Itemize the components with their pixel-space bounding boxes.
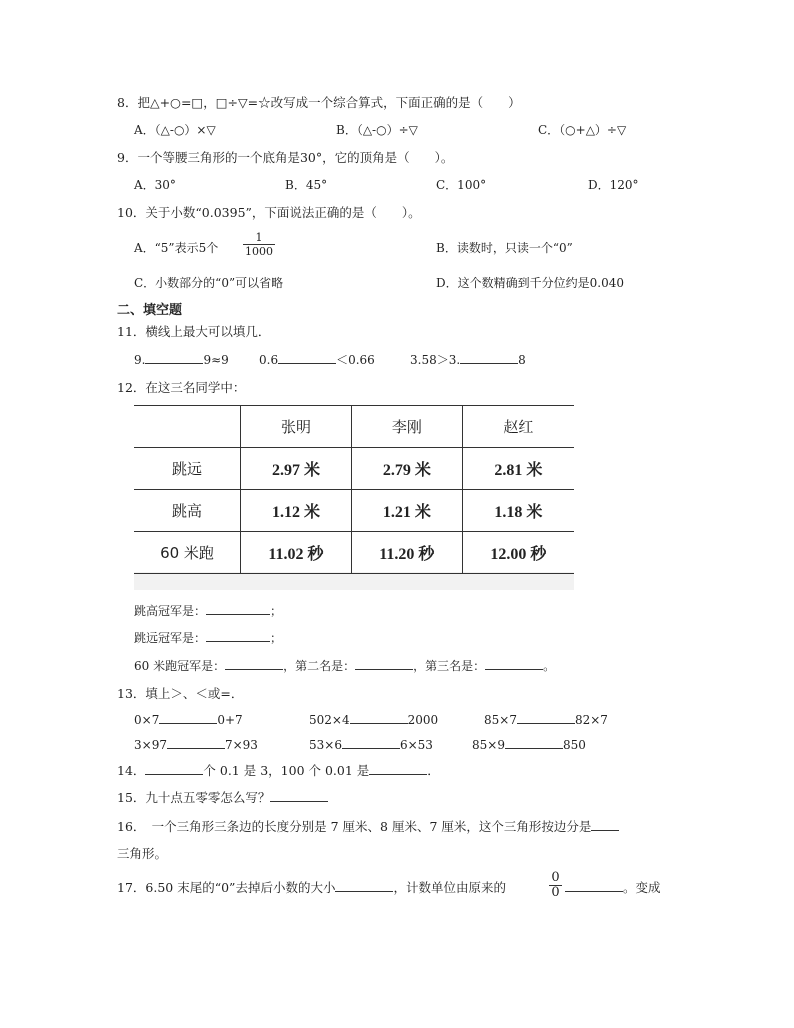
q11-part1 — [134, 352, 229, 368]
q13-right: 7×93 — [224, 738, 258, 752]
table-cell: 1.18 米 — [462, 490, 574, 532]
q13-blank[interactable] — [167, 737, 225, 749]
q13-item-5 — [309, 737, 433, 753]
q11-stem: 11．横线上最大可以填几． — [117, 324, 271, 339]
table-cell: 2.81 米 — [462, 448, 574, 490]
q10-fraction — [243, 231, 275, 258]
q8-option-c[interactable]: C．（○+△）÷▽ — [538, 123, 627, 137]
table-row — [134, 490, 574, 532]
q12-run-second-label: ，第二名是： — [283, 659, 356, 673]
q17-mid: ，计数单位由原来的 — [393, 880, 506, 895]
q12-period: 。 — [543, 659, 556, 673]
q14-end: ． — [427, 763, 440, 778]
q14-line — [117, 763, 440, 779]
q12-run-first-label: 60 米跑冠军是： — [134, 659, 226, 673]
q13-item-2 — [309, 712, 438, 728]
q12-long-jump-blank[interactable] — [206, 630, 270, 642]
table-cell: 11.02 秒 — [241, 532, 352, 574]
q16-blank[interactable] — [591, 819, 619, 831]
q14-blank-2[interactable] — [369, 763, 427, 775]
q14-blank-1[interactable] — [145, 763, 203, 775]
q17-blank-1[interactable] — [335, 880, 393, 892]
q13-right: 850 — [562, 738, 586, 752]
q13-left: 3×97 — [134, 738, 167, 752]
q11-part2-right: ＜0.66 — [336, 353, 375, 367]
q17-fraction — [549, 871, 562, 900]
row-label-high-jump: 跳高 — [134, 490, 241, 532]
score-table — [134, 405, 574, 574]
q13-left: 0×7 — [134, 713, 160, 727]
q8-option-b[interactable]: B．（△-○）÷▽ — [336, 123, 418, 137]
q9-option-a[interactable]: A．30° — [134, 178, 176, 192]
q17-end: 。变成 — [623, 880, 661, 895]
q13-right: 6×53 — [399, 738, 433, 752]
table-header-blank — [134, 406, 241, 448]
q13-left: 85×9 — [472, 738, 505, 752]
q17-fraction-denominator: 0 — [549, 885, 562, 900]
q10-option-a-text: A．“5”表示5个 — [134, 241, 219, 255]
q11-blank-3[interactable] — [460, 352, 518, 364]
q9-option-d[interactable]: D．120° — [588, 178, 639, 192]
q15-blank[interactable] — [270, 790, 328, 802]
q12-high-jump-line — [134, 603, 282, 619]
q11-part2 — [259, 352, 375, 368]
q13-blank[interactable] — [517, 712, 575, 724]
table-cell: 2.97 米 — [241, 448, 352, 490]
q12-run-line — [134, 658, 555, 674]
q16-line2: 三角形。 — [117, 846, 168, 861]
table-header-zhangming: 张明 — [241, 406, 352, 448]
q16-text: 16． 一个三角形三条边的长度分别是 7 厘米、8 厘米、7 厘米，这个三角形按边分是 — [117, 819, 592, 834]
q11-part3-right: 8 — [518, 353, 526, 367]
q11-part1-left: 9. — [134, 353, 146, 367]
q12-run-second-blank[interactable] — [355, 658, 413, 670]
q11-part3 — [410, 352, 526, 368]
q17-line — [117, 880, 506, 896]
table-row — [134, 448, 574, 490]
q12-stem: 12．在这三名同学中： — [117, 380, 246, 395]
q16-line1 — [117, 819, 619, 835]
q13-item-4 — [134, 737, 258, 753]
q10-fraction-numerator: 1 — [255, 231, 263, 244]
row-label-60m-run: 60 米跑 — [134, 532, 241, 574]
q13-left: 85×7 — [484, 713, 517, 727]
q15-text: 15．九十点五零零怎么写？ — [117, 790, 271, 805]
table-cell: 1.12 米 — [241, 490, 352, 532]
q11-blank-1[interactable] — [145, 352, 203, 364]
q13-blank[interactable] — [342, 737, 400, 749]
q12-run-third-blank[interactable] — [485, 658, 543, 670]
q9-option-c[interactable]: C．100° — [436, 178, 487, 192]
q14-number: 14． — [117, 763, 146, 778]
q12-long-jump-label: 跳远冠军是： — [134, 631, 207, 645]
table-header-row — [134, 406, 574, 448]
q12-run-third-label: ，第三名是： — [413, 659, 486, 673]
q13-left: 502×4 — [309, 713, 350, 727]
table-cell: 2.79 米 — [351, 448, 462, 490]
q10-stem: 10．关于小数“0.0395”，下面说法正确的是（ ）。 — [117, 205, 421, 220]
q13-right: 0+7 — [217, 713, 243, 727]
q10-option-d[interactable]: D．这个数精确到千分位约是0.040 — [436, 276, 624, 290]
q11-part3-left: 3.58＞3. — [410, 353, 461, 367]
q17-fraction-numerator: 0 — [551, 870, 560, 885]
q13-blank[interactable] — [159, 712, 217, 724]
q13-stem: 13．填上＞、＜或=． — [117, 686, 244, 701]
section-title: 二、填空题 — [117, 303, 183, 318]
q9-stem: 9．一个等腰三角形的一个底角是30°，它的顶角是（ ）。 — [117, 150, 454, 165]
q11-part2-left: 0.6 — [259, 353, 279, 367]
table-cell: 1.21 米 — [351, 490, 462, 532]
q13-item-3 — [484, 712, 608, 728]
q17-blank-2[interactable] — [565, 880, 623, 892]
row-label-long-jump: 跳远 — [134, 448, 241, 490]
q12-semicolon-1: ； — [270, 604, 283, 618]
q12-semicolon-2: ； — [270, 631, 283, 645]
q10-option-b[interactable]: B．读数时，只读一个“0” — [436, 241, 573, 255]
q17-tail — [565, 880, 661, 896]
q10-option-a[interactable] — [134, 240, 218, 256]
q14-mid-text: 个 0.1 是 3，100 个 0.01 是 — [203, 763, 370, 778]
q13-item-6 — [472, 737, 586, 753]
q13-blank[interactable] — [505, 737, 563, 749]
q10-option-c[interactable]: C．小数部分的“0”可以省略 — [134, 276, 284, 290]
q12-run-first-blank[interactable] — [225, 658, 283, 670]
table-header-zhaohong: 赵红 — [462, 406, 574, 448]
q13-left: 53×6 — [309, 738, 342, 752]
q8-option-a[interactable]: A．（△-○）×▽ — [134, 123, 216, 137]
table-cell: 11.20 秒 — [351, 532, 462, 574]
q13-item-1 — [134, 712, 243, 728]
q13-blank[interactable] — [350, 712, 408, 724]
q12-high-jump-blank[interactable] — [206, 603, 270, 615]
table-shadow — [134, 572, 574, 590]
q9-option-b[interactable]: B．45° — [285, 178, 328, 192]
table-cell: 12.00 秒 — [462, 532, 574, 574]
q10-fraction-denominator: 1000 — [245, 245, 273, 258]
q11-blank-2[interactable] — [278, 352, 336, 364]
q17-pre: 17．6.50 末尾的“0”去掉后小数的大小 — [117, 880, 336, 895]
q12-high-jump-label: 跳高冠军是： — [134, 604, 207, 618]
q13-right: 82×7 — [574, 713, 608, 727]
table-row — [134, 532, 574, 574]
table-header-ligang: 李刚 — [351, 406, 462, 448]
q11-part1-right: 9≈9 — [203, 353, 229, 367]
q15-line — [117, 790, 328, 806]
q13-right: 2000 — [407, 713, 439, 727]
q12-long-jump-line — [134, 630, 282, 646]
q8-stem: 8．把△+○=□，□÷▽=☆改写成一个综合算式，下面正确的是（ ） — [117, 95, 521, 110]
